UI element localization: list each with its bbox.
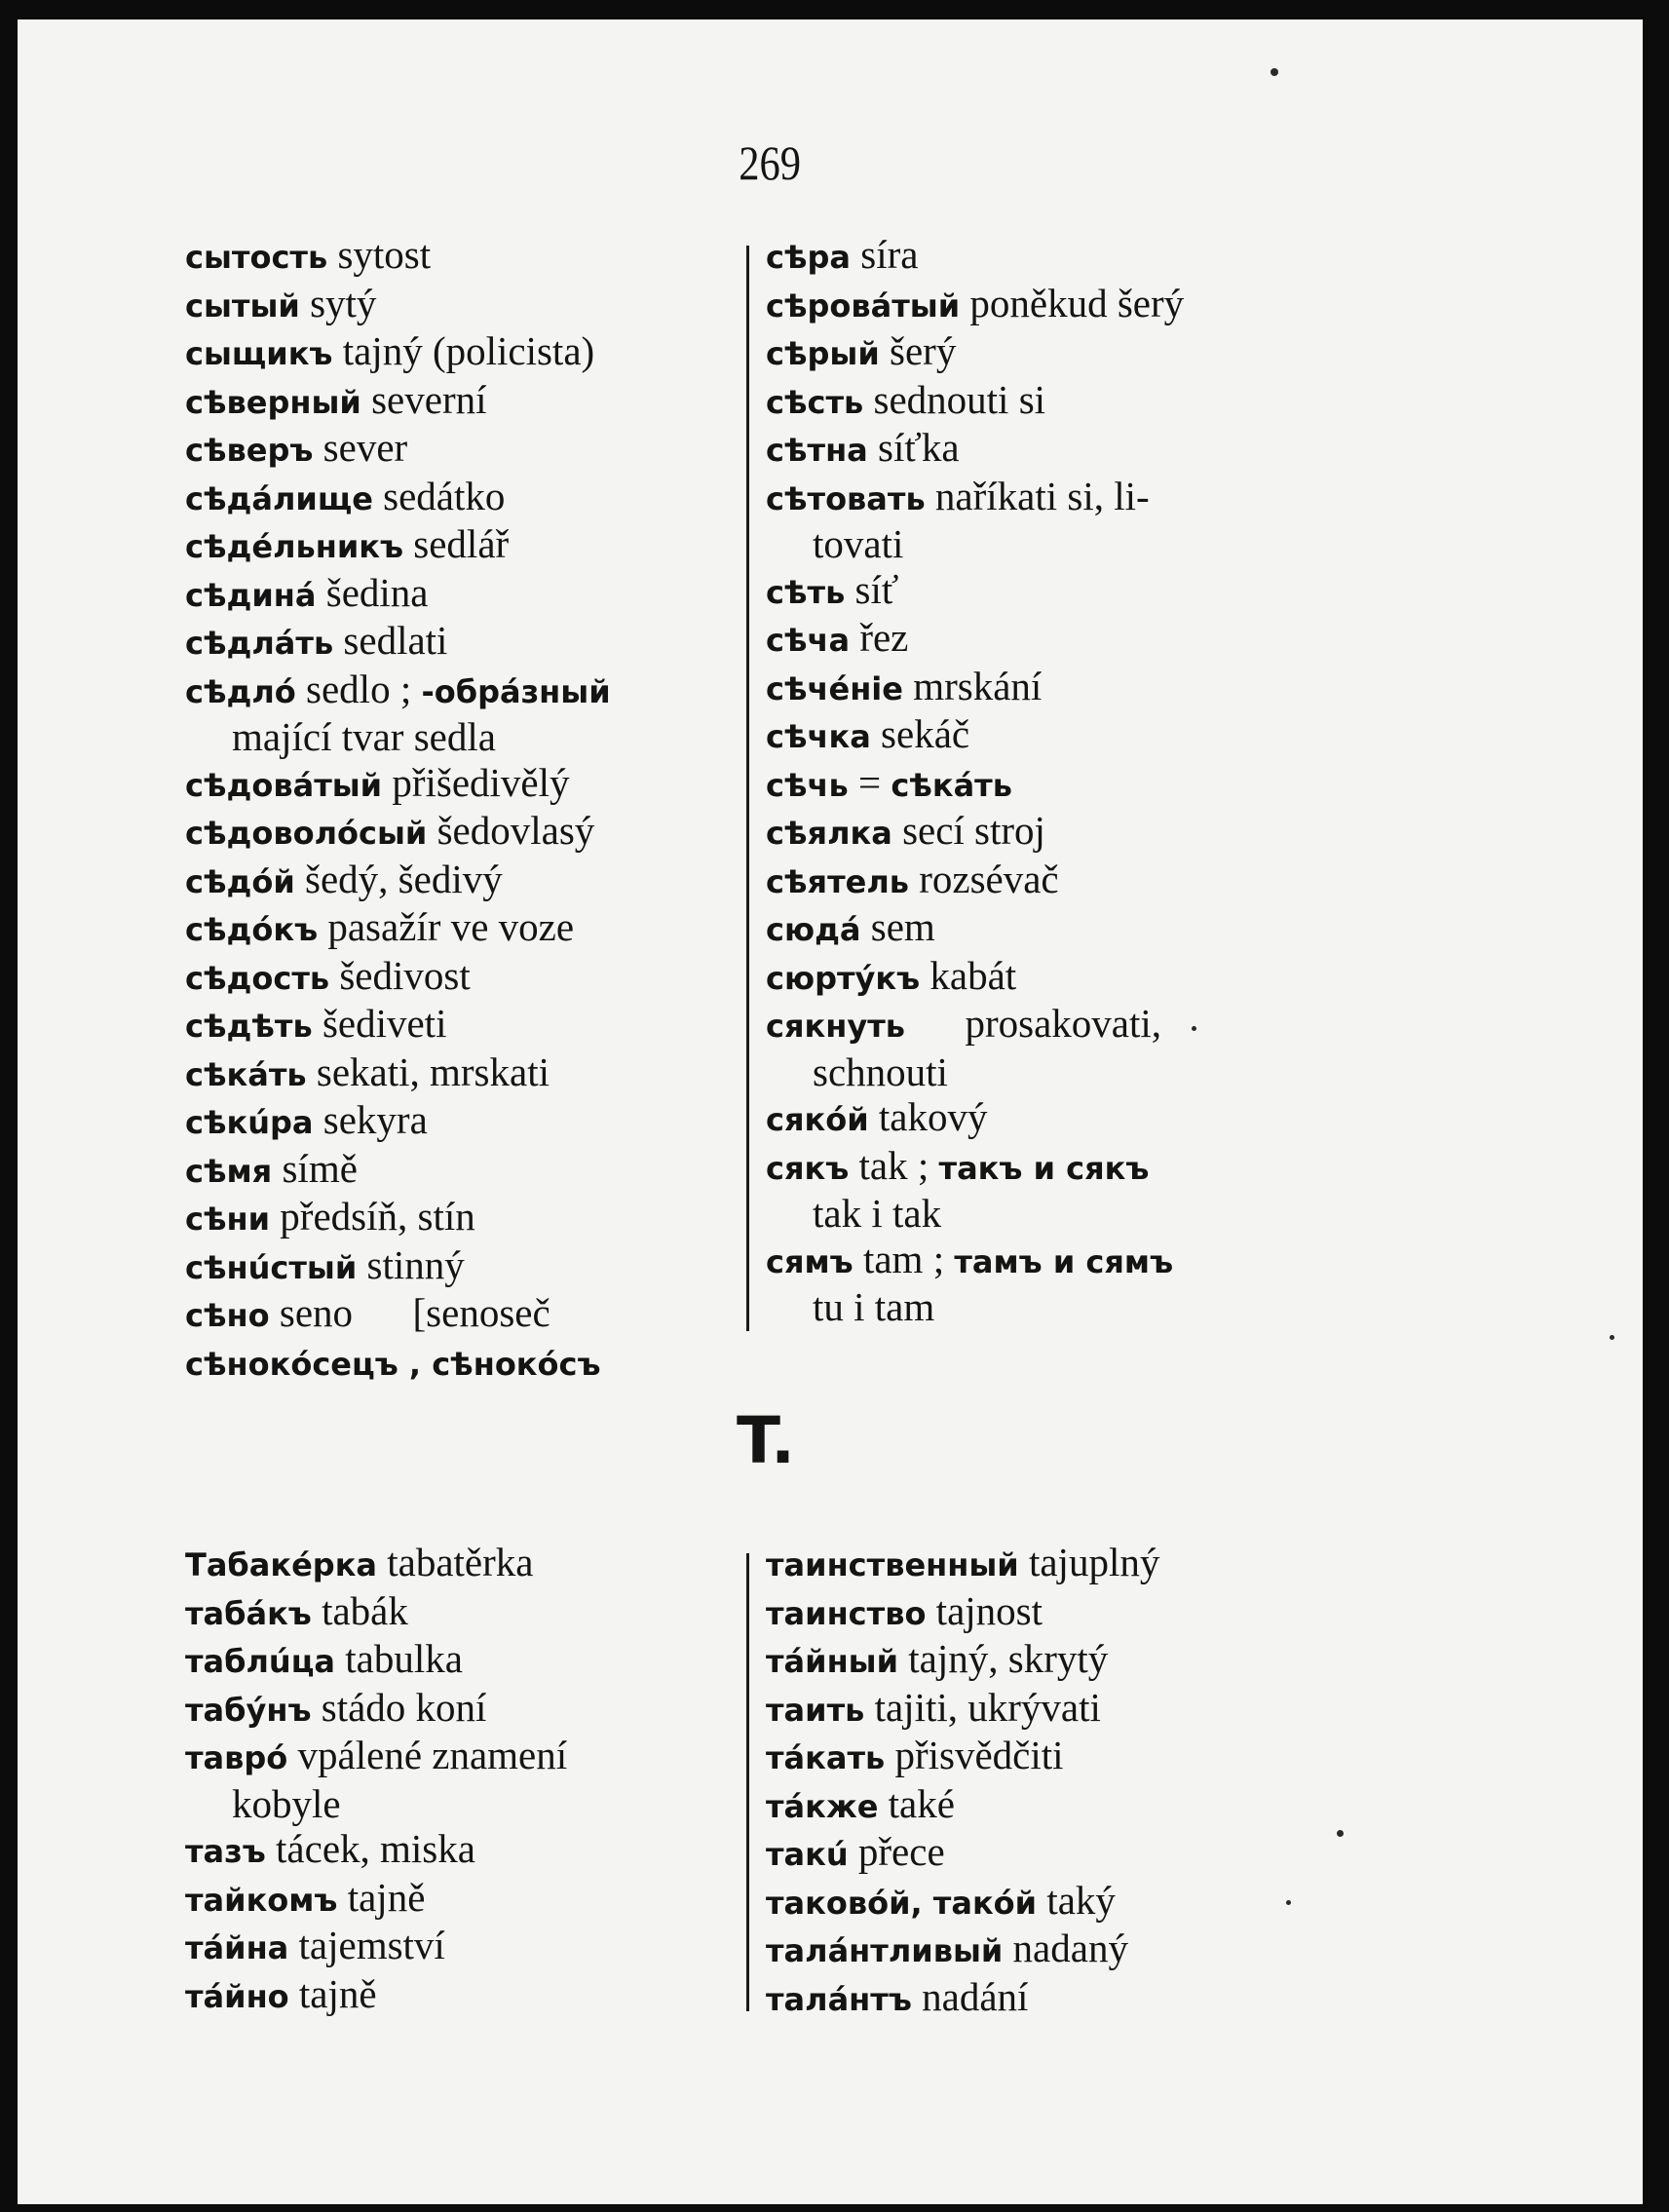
dictionary-entry bbox=[766, 615, 1341, 664]
dictionary-entry bbox=[766, 567, 1341, 616]
headword: сѣчéніе bbox=[766, 669, 903, 707]
headword: талáнтъ bbox=[766, 1980, 912, 2018]
definition: severní bbox=[371, 376, 487, 422]
headword: сякóй bbox=[766, 1101, 869, 1138]
headword: таврó bbox=[185, 1739, 288, 1776]
headword: табáкъ bbox=[185, 1594, 312, 1632]
definition: mrskání bbox=[913, 663, 1043, 708]
definition: nadaný bbox=[1012, 1926, 1128, 1970]
entry-continuation bbox=[766, 521, 1341, 567]
definition: tajný (policista) bbox=[342, 328, 595, 373]
definition: předsíň, stín bbox=[280, 1194, 475, 1239]
dictionary-entry bbox=[766, 328, 1341, 377]
definition: sekati, mrskati bbox=[316, 1049, 550, 1094]
headword: сѣдость bbox=[185, 959, 330, 997]
column-divider-top bbox=[746, 246, 749, 1331]
definition: tácek, miska bbox=[276, 1826, 475, 1871]
definition: šedý, šedivý bbox=[305, 856, 503, 901]
headword: сѣчь bbox=[766, 766, 849, 804]
dictionary-page bbox=[18, 19, 1643, 2204]
dictionary-entry bbox=[766, 904, 1341, 953]
headword: сямъ bbox=[766, 1242, 853, 1280]
headword: сѣдинá bbox=[185, 576, 317, 614]
definition: stádo koní bbox=[321, 1684, 487, 1730]
definition: tajiti, ukrývati bbox=[874, 1684, 1101, 1730]
definition: taký bbox=[1046, 1877, 1116, 1923]
definition: přisvědčiti bbox=[894, 1733, 1064, 1777]
column-bottom-left bbox=[185, 1540, 731, 2019]
dictionary-entry bbox=[766, 711, 1341, 760]
definition: sekáč bbox=[881, 711, 970, 756]
headword: сѣнокóсецъ , сѣнокóсъ bbox=[185, 1345, 601, 1383]
headword: сѣсть bbox=[766, 383, 864, 421]
scan-speck bbox=[1286, 1900, 1291, 1905]
dictionary-entry bbox=[185, 1733, 731, 1781]
definition: sytý bbox=[310, 280, 377, 325]
headword: сытость bbox=[185, 239, 328, 276]
dictionary-entry bbox=[766, 377, 1341, 426]
headword-secondary: сѣкáть bbox=[891, 766, 1012, 804]
headword: сѣкáть bbox=[185, 1055, 307, 1093]
headword: сыщикъ bbox=[185, 335, 333, 372]
dictionary-entry bbox=[185, 1097, 731, 1146]
headword: сѣни bbox=[185, 1201, 271, 1238]
definition: takový bbox=[878, 1094, 988, 1139]
definition: kobyle bbox=[232, 1780, 341, 1826]
definition: = bbox=[857, 759, 882, 805]
dictionary-entry bbox=[185, 953, 731, 1002]
dictionary-entry bbox=[766, 1781, 1341, 1830]
dictionary-entry bbox=[185, 808, 731, 857]
dictionary-entry bbox=[766, 425, 1341, 474]
definition: sedlo ; bbox=[306, 666, 412, 711]
headword: сякъ bbox=[766, 1149, 850, 1187]
headword: сѣра bbox=[766, 239, 852, 276]
section-letter: T. bbox=[736, 1403, 796, 1478]
dictionary-entry bbox=[766, 1094, 1341, 1143]
definition: poněkud šerý bbox=[969, 280, 1185, 325]
definition: sem bbox=[870, 904, 935, 949]
dictionary-entry bbox=[766, 760, 1341, 809]
headword: сѣно bbox=[185, 1297, 270, 1334]
headword: таковóй, такóй bbox=[766, 1884, 1038, 1922]
dictionary-entry bbox=[766, 1001, 1341, 1049]
headword: сѣтна bbox=[766, 432, 868, 469]
definition: přece bbox=[857, 1829, 945, 1874]
dictionary-entry bbox=[185, 857, 731, 905]
definition: sekyra bbox=[322, 1097, 428, 1142]
entry-continuation bbox=[766, 1191, 1341, 1237]
dictionary-entry bbox=[185, 1971, 731, 2020]
definition: tovati bbox=[813, 521, 904, 566]
dictionary-entry bbox=[766, 1636, 1341, 1685]
dictionary-entry bbox=[185, 1588, 731, 1637]
headword: таблúца bbox=[185, 1643, 336, 1680]
dictionary-entry bbox=[766, 281, 1341, 329]
headword: сѣдáлище bbox=[185, 479, 373, 517]
definition: řez bbox=[859, 615, 909, 660]
dictionary-entry bbox=[766, 232, 1341, 281]
headword: сѣдовáтый bbox=[185, 766, 383, 804]
definition: sedátko bbox=[383, 473, 506, 518]
definition: sednouti si bbox=[873, 376, 1046, 422]
headword: сѣть bbox=[766, 573, 846, 611]
headword: талáнтливый bbox=[766, 1932, 1004, 1969]
dictionary-entry bbox=[766, 808, 1341, 857]
definition: šedovlasý bbox=[436, 808, 595, 853]
definition: sedlati bbox=[343, 618, 448, 663]
dictionary-entry bbox=[185, 1923, 731, 1971]
definition: tajný, skrytý bbox=[908, 1636, 1109, 1681]
dictionary-entry bbox=[185, 521, 731, 570]
definition: šediveti bbox=[322, 1001, 447, 1046]
definition: tabatěrka bbox=[387, 1540, 534, 1584]
definition: símě bbox=[282, 1145, 358, 1191]
dictionary-entry bbox=[766, 1829, 1341, 1878]
dictionary-entry bbox=[185, 904, 731, 953]
column-top-right bbox=[766, 232, 1341, 1330]
dictionary-entry bbox=[185, 1194, 731, 1242]
headword: сѣдóй bbox=[185, 862, 295, 900]
dictionary-entry bbox=[185, 1636, 731, 1685]
headword: сѣдлó bbox=[185, 672, 296, 710]
dictionary-entry bbox=[185, 570, 731, 619]
definition: přišedivělý bbox=[392, 759, 570, 805]
definition: secí stroj bbox=[902, 808, 1045, 853]
definition: tajně bbox=[347, 1874, 426, 1920]
definition: tajemství bbox=[298, 1923, 445, 1967]
headword: сѣчка bbox=[766, 718, 871, 755]
entry-continuation bbox=[185, 1781, 731, 1827]
headword: тáкже bbox=[766, 1787, 879, 1825]
headword: тáкать bbox=[766, 1739, 886, 1776]
dictionary-entry bbox=[185, 1685, 731, 1734]
dictionary-entry bbox=[766, 1685, 1341, 1734]
definition: tabulka bbox=[345, 1636, 463, 1681]
headword: сытый bbox=[185, 286, 300, 324]
definition: prosakovati, bbox=[915, 1001, 1162, 1046]
dictionary-entry bbox=[185, 1242, 731, 1291]
entry-continuation bbox=[185, 714, 731, 760]
dictionary-entry bbox=[766, 1237, 1341, 1285]
definition: sedlář bbox=[413, 521, 510, 566]
definition: sever bbox=[322, 425, 408, 470]
headword: сѣверъ bbox=[185, 432, 314, 469]
definition: schnouti bbox=[813, 1049, 948, 1094]
dictionary-entry bbox=[185, 760, 731, 809]
headword: Табакéрка bbox=[185, 1546, 377, 1583]
dictionary-entry bbox=[766, 1878, 1341, 1926]
definition: kabát bbox=[929, 952, 1017, 998]
headword: сѣверный bbox=[185, 383, 361, 421]
headword: таинство bbox=[766, 1594, 927, 1632]
definition: síťka bbox=[878, 425, 960, 470]
headword: сѣча bbox=[766, 622, 851, 659]
definition: síť bbox=[854, 566, 899, 612]
headword: таить bbox=[766, 1691, 865, 1729]
headword: сѣдоволóсый bbox=[185, 815, 428, 852]
definition: také bbox=[888, 1780, 955, 1826]
definition: tabák bbox=[322, 1587, 408, 1633]
definition: tajně bbox=[298, 1970, 377, 2016]
headword-secondary: тамъ и сямъ bbox=[954, 1242, 1174, 1280]
definition: vpálené znamení bbox=[297, 1733, 568, 1777]
dictionary-entry bbox=[185, 1001, 731, 1049]
dictionary-entry bbox=[766, 1540, 1341, 1588]
headword: сѣтовать bbox=[766, 479, 926, 517]
dictionary-entry bbox=[766, 664, 1341, 712]
headword: такú bbox=[766, 1836, 849, 1873]
definition: síra bbox=[860, 232, 919, 277]
definition: nadání bbox=[922, 1973, 1029, 2019]
dictionary-entry bbox=[185, 1146, 731, 1195]
headword: сѣмя bbox=[185, 1152, 273, 1190]
headword: сѣрый bbox=[766, 335, 880, 372]
definition: šedivost bbox=[339, 952, 471, 998]
definition: šedina bbox=[325, 569, 429, 615]
scan-speck bbox=[1337, 1830, 1344, 1837]
definition: tam ; bbox=[862, 1236, 945, 1281]
dictionary-entry bbox=[185, 328, 731, 377]
definition: naříkati si, li- bbox=[934, 473, 1150, 518]
dictionary-entry bbox=[185, 281, 731, 329]
definition: tajuplný bbox=[1028, 1540, 1160, 1584]
dictionary-entry bbox=[185, 667, 731, 715]
headword: сѣдóкъ bbox=[185, 911, 319, 948]
dictionary-entry bbox=[185, 1290, 731, 1339]
dictionary-entry bbox=[185, 232, 731, 281]
headword: тайкомъ bbox=[185, 1881, 338, 1919]
definition: tak ; bbox=[858, 1142, 929, 1188]
dictionary-entry bbox=[766, 1926, 1341, 1974]
dictionary-entry bbox=[185, 1540, 731, 1588]
dictionary-entry bbox=[185, 1826, 731, 1875]
column-top-left bbox=[185, 232, 731, 1387]
definition: pasažír ve voze bbox=[327, 904, 575, 949]
headword-secondary: такъ и сякъ bbox=[938, 1149, 1150, 1187]
dictionary-entry bbox=[766, 1974, 1341, 2023]
definition: tu i tam bbox=[813, 1284, 935, 1329]
headword: табýнъ bbox=[185, 1691, 312, 1729]
headword: сѣкúра bbox=[185, 1104, 314, 1141]
column-divider-bottom bbox=[746, 1553, 749, 2011]
dictionary-entry bbox=[185, 1875, 731, 1924]
headword: тазъ bbox=[185, 1833, 266, 1870]
dictionary-entry bbox=[185, 1339, 731, 1388]
headword: сюртýкъ bbox=[766, 959, 921, 997]
definition: tak i tak bbox=[813, 1191, 942, 1236]
dictionary-entry bbox=[766, 1733, 1341, 1781]
headword: сѣялка bbox=[766, 815, 892, 852]
headword: тáйно bbox=[185, 1977, 289, 2015]
entry-continuation bbox=[766, 1049, 1341, 1095]
headword: таинственный bbox=[766, 1546, 1019, 1583]
definition: sytost bbox=[337, 232, 432, 277]
dictionary-entry bbox=[185, 377, 731, 426]
headword-secondary: -обрáзный bbox=[421, 672, 611, 710]
definition: mající tvar sedla bbox=[232, 714, 496, 759]
definition: seno [senoseč bbox=[279, 1290, 550, 1335]
headword: сѣнúстый bbox=[185, 1248, 358, 1286]
dictionary-entry bbox=[185, 1049, 731, 1098]
scan-speck bbox=[1610, 1335, 1614, 1340]
page-number: 269 bbox=[739, 135, 801, 190]
headword: сякнуть bbox=[766, 1008, 905, 1045]
headword: сѣдéльникъ bbox=[185, 528, 404, 565]
dictionary-entry bbox=[766, 474, 1341, 522]
column-bottom-right bbox=[766, 1540, 1341, 2022]
dictionary-entry bbox=[185, 474, 731, 522]
headword: сюдá bbox=[766, 911, 861, 948]
dictionary-entry bbox=[185, 618, 731, 667]
headword: сѣдлáть bbox=[185, 625, 334, 662]
headword: тáйна bbox=[185, 1929, 289, 1966]
definition: stinný bbox=[366, 1241, 465, 1287]
headword: тáйный bbox=[766, 1643, 899, 1680]
dictionary-entry bbox=[766, 1588, 1341, 1637]
dictionary-entry bbox=[185, 425, 731, 474]
dictionary-entry bbox=[766, 953, 1341, 1002]
scan-speck bbox=[1271, 68, 1278, 76]
headword: сѣятель bbox=[766, 862, 909, 900]
definition: rozsévač bbox=[919, 856, 1059, 901]
headword: сѣровáтый bbox=[766, 286, 961, 324]
scan-speck bbox=[1192, 1026, 1196, 1031]
dictionary-entry bbox=[766, 1143, 1341, 1192]
definition: tajnost bbox=[935, 1587, 1043, 1633]
entry-continuation bbox=[766, 1284, 1341, 1330]
definition: šerý bbox=[890, 328, 957, 373]
headword: сѣдѣть bbox=[185, 1008, 313, 1045]
dictionary-entry bbox=[766, 857, 1341, 905]
